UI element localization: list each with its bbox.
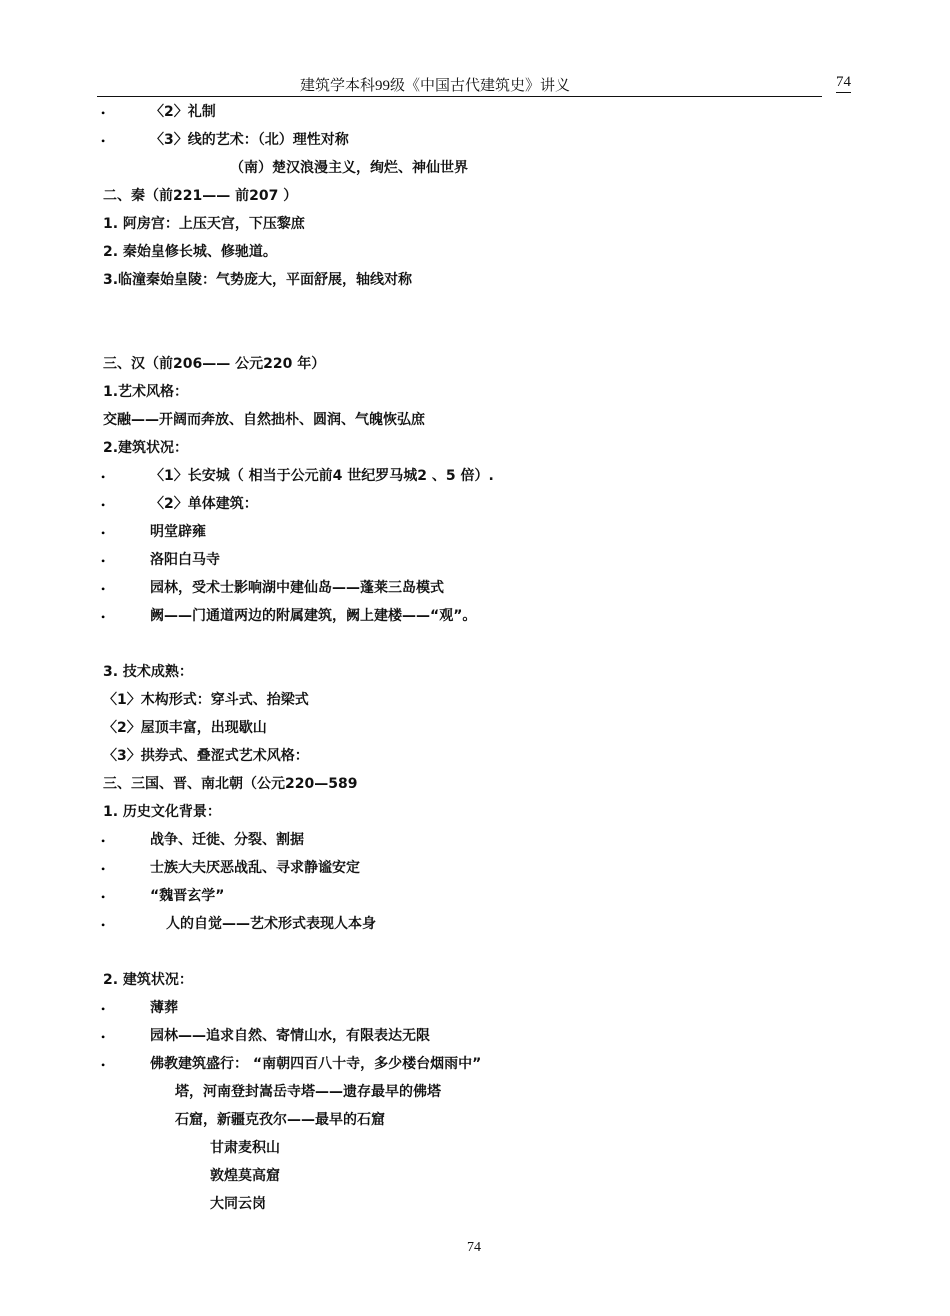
text-line: 石窟，新疆克孜尔——最早的石窟: [175, 1112, 385, 1128]
text-line: 明堂辟雍: [150, 524, 206, 540]
bullet-marker: •: [101, 470, 106, 484]
bullet-marker: •: [101, 918, 106, 932]
text-line: 1.艺术风格：: [103, 384, 189, 400]
text-line: 〈3〉线的艺术：（北）理性对称: [150, 132, 349, 148]
bullet-marker: •: [101, 498, 106, 512]
bullet-marker: •: [101, 526, 106, 540]
text-line: 〈3〉拱券式、叠涩式艺术风格：: [103, 748, 309, 764]
bullet-marker: •: [101, 1058, 106, 1072]
header-title: 建筑学本科99级《中国古代建筑史》讲义: [300, 78, 571, 94]
header-rule: [97, 96, 822, 97]
text-line: 2. 建筑状况：: [103, 972, 193, 988]
text-line: 洛阳白马寺: [150, 552, 220, 568]
text-line: 士族大夫厌恶战乱、寻求静谧安定: [150, 860, 360, 876]
text-line: 〈2〉屋顶丰富，出现歇山: [103, 720, 267, 736]
bullet-marker: •: [101, 1030, 106, 1044]
text-line: 人的自觉——艺术形式表现人本身: [166, 916, 376, 932]
text-line: 3. 技术成熟：: [103, 664, 193, 680]
text-line: 佛教建筑盛行： “南朝四百八十寺，多少楼台烟雨中”: [150, 1056, 482, 1072]
text-line: 〈1〉木构形式：穿斗式、抬梁式: [103, 692, 309, 708]
section-heading: 三、汉（前206—— 公元220 年）: [103, 356, 326, 372]
text-line: “魏晋玄学”: [150, 888, 225, 904]
text-line: 薄葬: [150, 1000, 178, 1016]
section-heading: 二、秦（前221—— 前207 ）: [103, 188, 298, 204]
text-line: 〈2〉单体建筑：: [150, 496, 258, 512]
text-line: 交融——开阔而奔放、自然拙朴、圆润、气魄恢弘庶: [103, 412, 425, 428]
text-line: 园林——追求自然、寄情山水，有限表达无限: [150, 1028, 430, 1044]
text-line: 敦煌莫高窟: [210, 1168, 280, 1184]
text-line: 大同云岗: [210, 1196, 266, 1212]
bullet-marker: •: [101, 890, 106, 904]
text-line: 1. 阿房宫：上压天宫，下压黎庶: [103, 216, 305, 232]
text-line: 塔，河南登封嵩岳寺塔——遗存最早的佛塔: [175, 1084, 441, 1100]
text-line: 1. 历史文化背景：: [103, 804, 221, 820]
text-line: 〈2〉礼制: [150, 104, 216, 120]
text-line: 2. 秦始皇修长城、修驰道。: [103, 244, 277, 260]
bullet-marker: •: [101, 610, 106, 624]
text-line: 甘肃麦积山: [210, 1140, 280, 1156]
text-line: 战争、迁徙、分裂、割据: [150, 832, 304, 848]
text-line: （南）楚汉浪漫主义，绚烂、神仙世界: [230, 160, 468, 176]
text-line: 阙——门通道两边的附属建筑，阙上建楼——“观”。: [150, 608, 477, 624]
bullet-marker: •: [101, 1002, 106, 1016]
section-heading: 三、三国、晋、南北朝（公元220—589: [103, 776, 358, 792]
bullet-marker: •: [101, 134, 106, 148]
bullet-marker: •: [101, 582, 106, 596]
bullet-marker: •: [101, 834, 106, 848]
bullet-marker: •: [101, 106, 106, 120]
footer-page-number: 74: [467, 1240, 481, 1255]
text-line: 3.临潼秦始皇陵：气势庞大，平面舒展，轴线对称: [103, 272, 413, 288]
bullet-marker: •: [101, 554, 106, 568]
header-page-number: 74: [836, 74, 851, 93]
bullet-marker: •: [101, 862, 106, 876]
text-line: 〈1〉长安城（ 相当于公元前4 世纪罗马城2 、5 倍）.: [150, 468, 494, 484]
text-line: 2.建筑状况：: [103, 440, 189, 456]
text-line: 园林，受术士影响湖中建仙岛——蓬莱三岛模式: [150, 580, 444, 596]
